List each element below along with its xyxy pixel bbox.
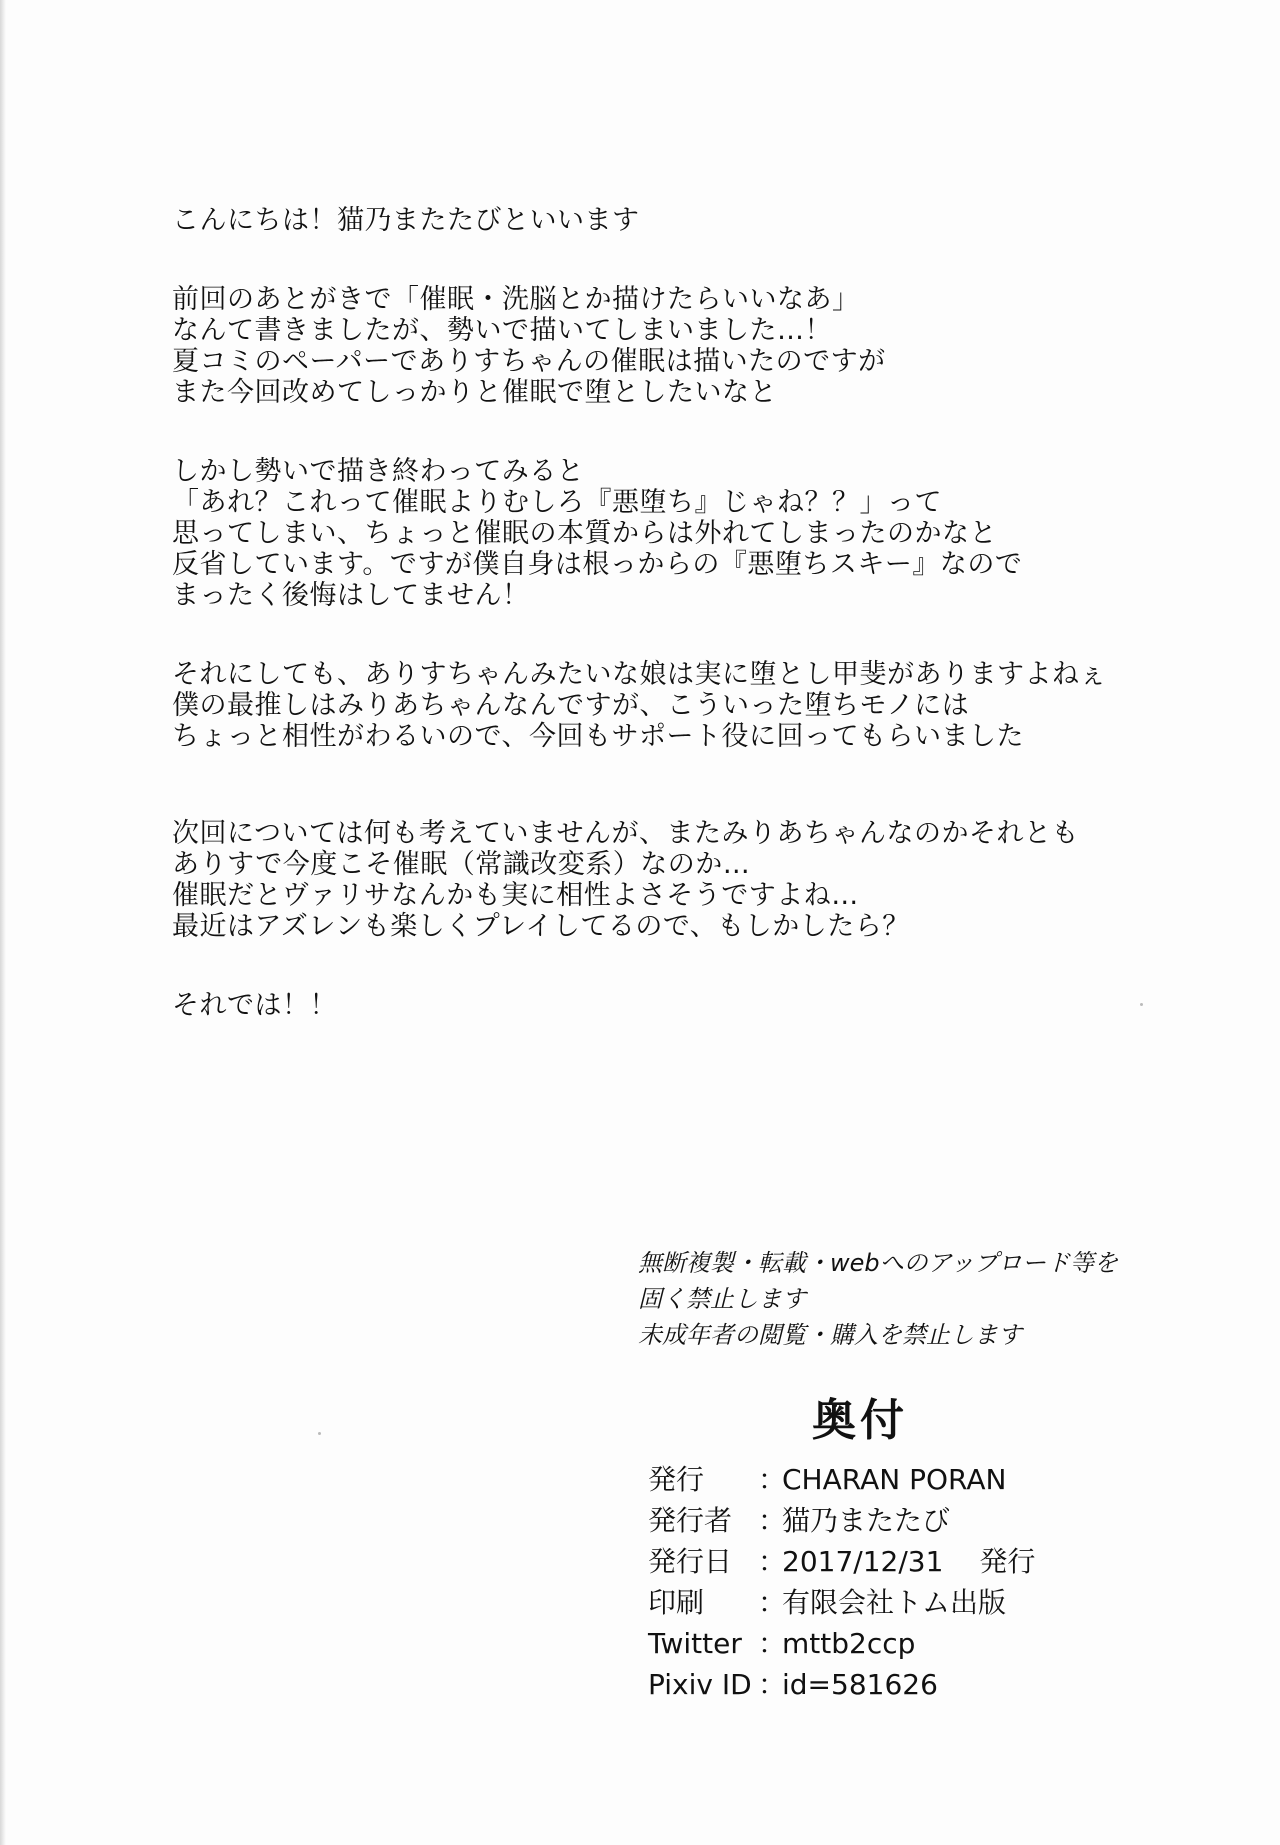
text-line: 次回については何も考えていませんが、またみりあちゃんなのかそれとも [172, 818, 1079, 849]
colophon-key: 印刷 [648, 1586, 705, 1619]
colophon-suffix: 発行 [979, 1545, 1036, 1578]
colophon-row-publisher [648, 1458, 1108, 1499]
colophon-value: 有限会社トム出版 [782, 1586, 1007, 1619]
afterword-paragraph [172, 284, 1232, 408]
colophon-value: mttb2ccp [782, 1627, 916, 1660]
colophon-value: 猫乃またたび [782, 1504, 951, 1537]
colophon-value: 2017/12/31 [782, 1545, 944, 1578]
text-line: 「あれ？これって催眠よりむしろ『悪堕ち』じゃね？？」って [172, 487, 942, 518]
notice-line: 固く禁止します [638, 1285, 806, 1313]
text-line: 反省しています。ですが僕自身は根っからの『悪堕ちスキー』なので [172, 549, 1023, 580]
text-line: ちょっと相性がわるいので、今回もサポート役に回ってもらいました [172, 721, 1024, 752]
colophon-key: 発行者 [648, 1504, 733, 1537]
text-line: まったく後悔はしてません！ [172, 580, 530, 611]
text-line: 夏コミのペーパーでありすちゃんの催眠は描いたのですが [172, 346, 886, 377]
afterword-paragraph [172, 818, 1232, 942]
colophon-separator: ： [758, 1504, 787, 1537]
colophon-key: Pixiv ID [648, 1668, 752, 1701]
scan-speck [318, 1432, 321, 1435]
text-line: それでは！！ [172, 990, 337, 1021]
text-line: それにしても、ありすちゃんみたいな娘は実に堕とし甲斐がありますよねぇ [172, 659, 1107, 690]
colophon-value: CHARAN PORAN [782, 1463, 1007, 1496]
page-edge-shadow [0, 0, 6, 1845]
colophon-row-printer [648, 1581, 1108, 1622]
text-line: しかし勢いで描き終わってみると [172, 456, 585, 487]
colophon-row-date [648, 1540, 1108, 1581]
colophon-value: id=581626 [782, 1668, 938, 1701]
afterword-paragraph [172, 456, 1232, 611]
colophon-key: 発行日 [648, 1545, 733, 1578]
text-line: ありすで今度こそ催眠（常識改変系）なのか… [172, 849, 751, 880]
colophon-table [648, 1458, 1108, 1704]
colophon-key: Twitter [648, 1627, 742, 1660]
text-line: 前回のあとがきで「催眠・洗脳とか描けたらいいなあ」 [172, 284, 860, 315]
text-line: こんにちは！猫乃またたびといいます [172, 205, 640, 236]
colophon-separator: ： [758, 1586, 787, 1619]
afterword-text [172, 205, 1232, 1069]
colophon-row-pixiv [648, 1663, 1108, 1704]
text-line: また今回改めてしっかりと催眠で堕としたいなと [172, 377, 777, 408]
scan-speck [1140, 1003, 1143, 1006]
colophon-separator: ： [758, 1545, 787, 1578]
text-line: 僕の最推しはみりあちゃんなんですが、こういった堕ちモノには [172, 690, 970, 721]
notice-line: 無断複製・転載・webへのアップロード等を [638, 1249, 1118, 1277]
colophon-key: 発行 [648, 1463, 705, 1496]
notice-line: 未成年者の閲覧・購入を禁止します [638, 1321, 1022, 1349]
colophon-separator: ： [758, 1627, 787, 1660]
colophon-row-issuer [648, 1499, 1108, 1540]
text-line: 思ってしまい、ちょっと催眠の本質からは外れてしまったのかなと [172, 518, 997, 549]
colophon-separator: ： [758, 1668, 787, 1701]
text-line: 最近はアズレンも楽しくプレイしてるので、もしかしたら？ [172, 911, 910, 942]
colophon-separator: ： [758, 1463, 787, 1496]
text-line: なんて書きましたが、勢いで描いてしまいました…！ [172, 315, 832, 346]
copyright-notice [638, 1245, 1158, 1353]
colophon-row-twitter [648, 1622, 1108, 1663]
text-line: 催眠だとヴァリサなんかも実に相性よさそうですよね… [172, 880, 859, 911]
afterword-paragraph [172, 205, 1232, 236]
afterword-paragraph [172, 990, 1232, 1021]
afterword-paragraph [172, 659, 1232, 752]
colophon-title: 奥付 [812, 1395, 908, 1446]
